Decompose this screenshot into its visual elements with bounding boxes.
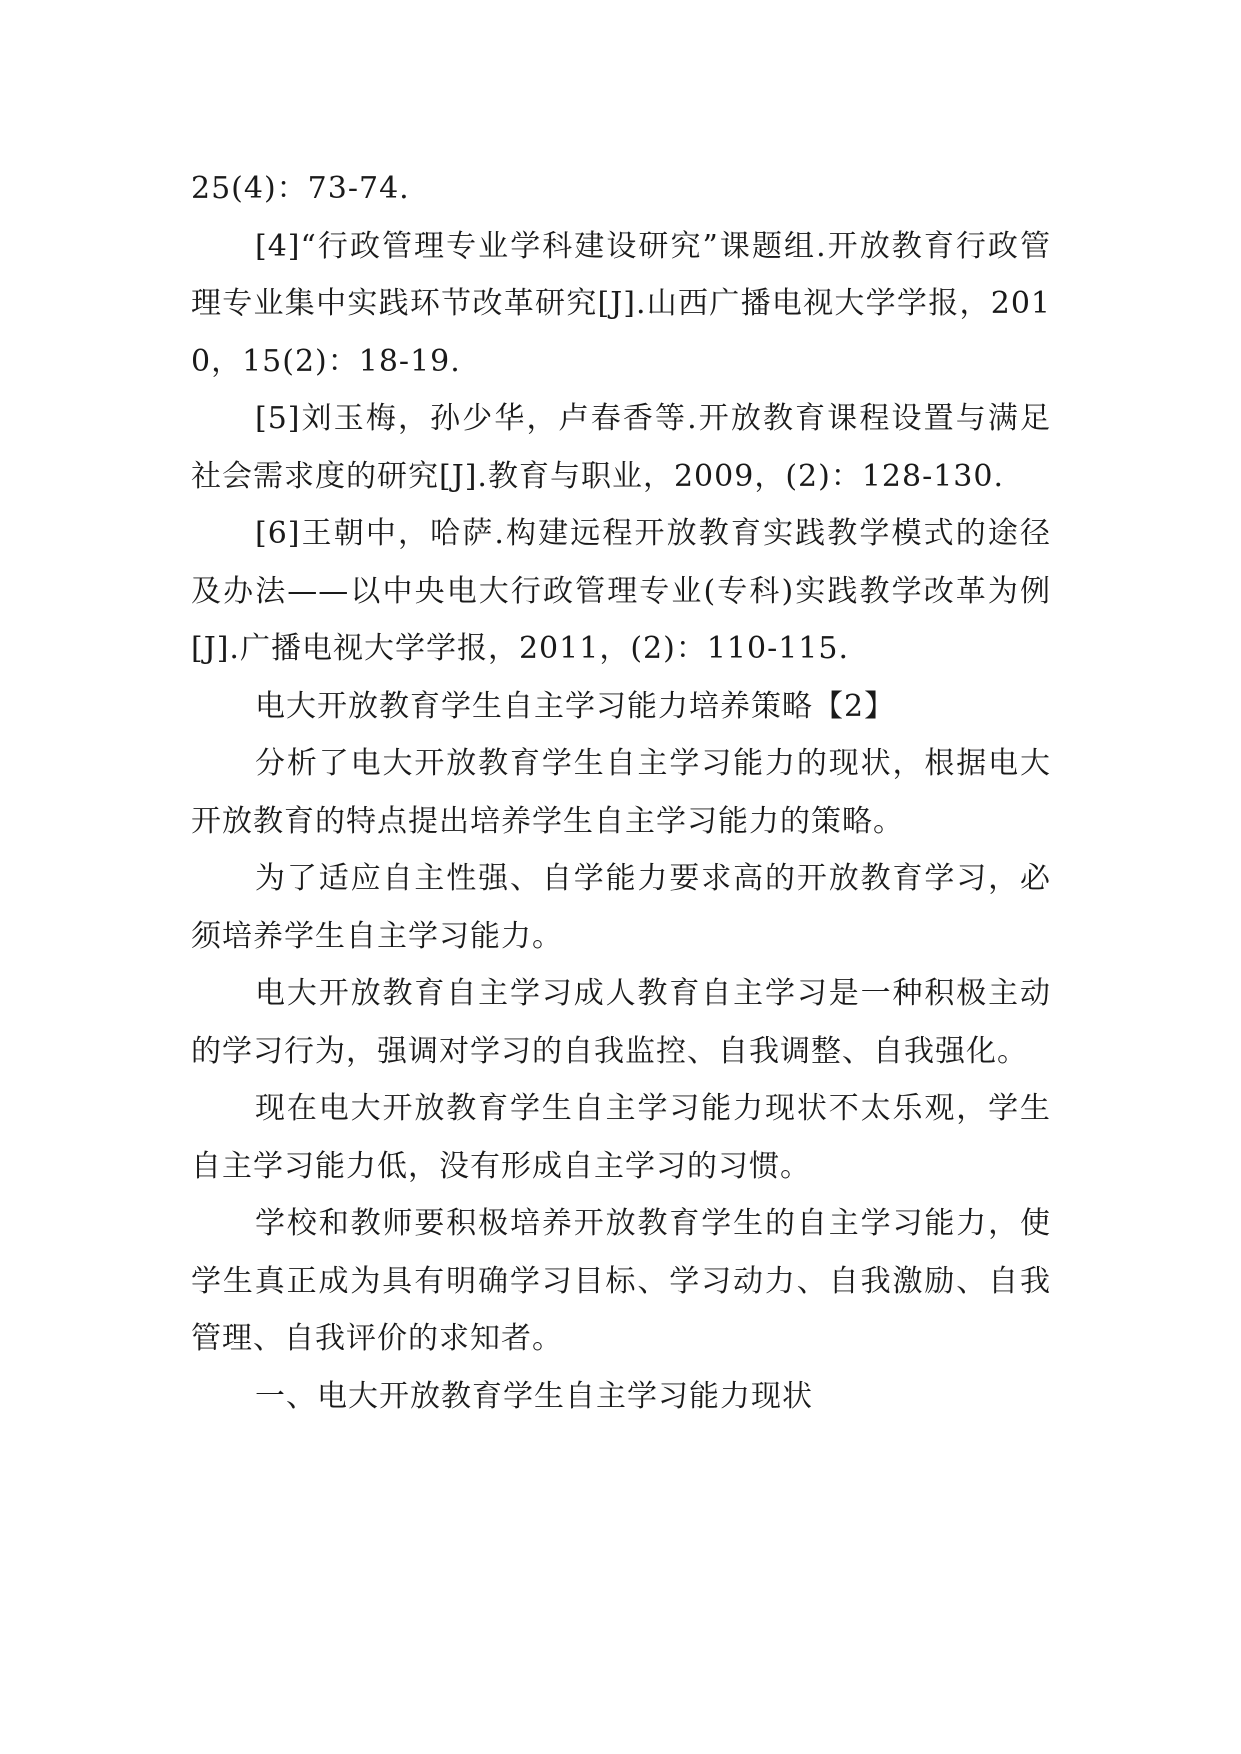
reference-5: [5]刘玉梅，孙少华，卢春香等.开放教育课程设置与满足社会需求度的研究[J].教育与职业，2009，(2)：128-130. — [191, 401, 1051, 494]
document-body — [191, 160, 1051, 1425]
body-paragraph: 电大开放教育自主学习成人教育自主学习是一种积极主动的学习行为，强调对学习的自我监控、自我调整、自我强化。 — [191, 976, 1051, 1069]
body-paragraph: 学校和教师要积极培养开放教育学生的自主学习能力，使学生真正成为具有明确学习目标、学习动力、自我激励、自我管理、自我评价的求知者。 — [191, 1206, 1051, 1356]
body-paragraph: 现在电大开放教育学生自主学习能力现状不太乐观，学生自主学习能力低，没有形成自主学习的习惯。 — [191, 1091, 1051, 1184]
abstract-paragraph: 分析了电大开放教育学生自主学习能力的现状，根据电大开放教育的特点提出培养学生自主学习能力的策略。 — [191, 746, 1051, 839]
reference-4: [4]“行政管理专业学科建设研究”课题组.开放教育行政管理专业集中实践环节改革研究[J].山西广播电视大学学报，2010，15(2)：18-19. — [191, 228, 1051, 379]
section-heading: 一、电大开放教育学生自主学习能力现状 — [255, 1378, 813, 1414]
body-paragraph: 为了适应自主性强、自学能力要求高的开放教育学习，必须培养学生自主学习能力。 — [191, 861, 1051, 954]
article-title: 电大开放教育学生自主学习能力培养策略【2】 — [255, 688, 896, 724]
reference-continuation: 25(4)：73-74. — [191, 171, 410, 206]
reference-6: [6]王朝中，哈萨.构建远程开放教育实践教学模式的途径及办法——以中央电大行政管理专业(专科)实践教学改革为例[J].广播电视大学学报，2011，(2)：110-115. — [191, 516, 1051, 666]
